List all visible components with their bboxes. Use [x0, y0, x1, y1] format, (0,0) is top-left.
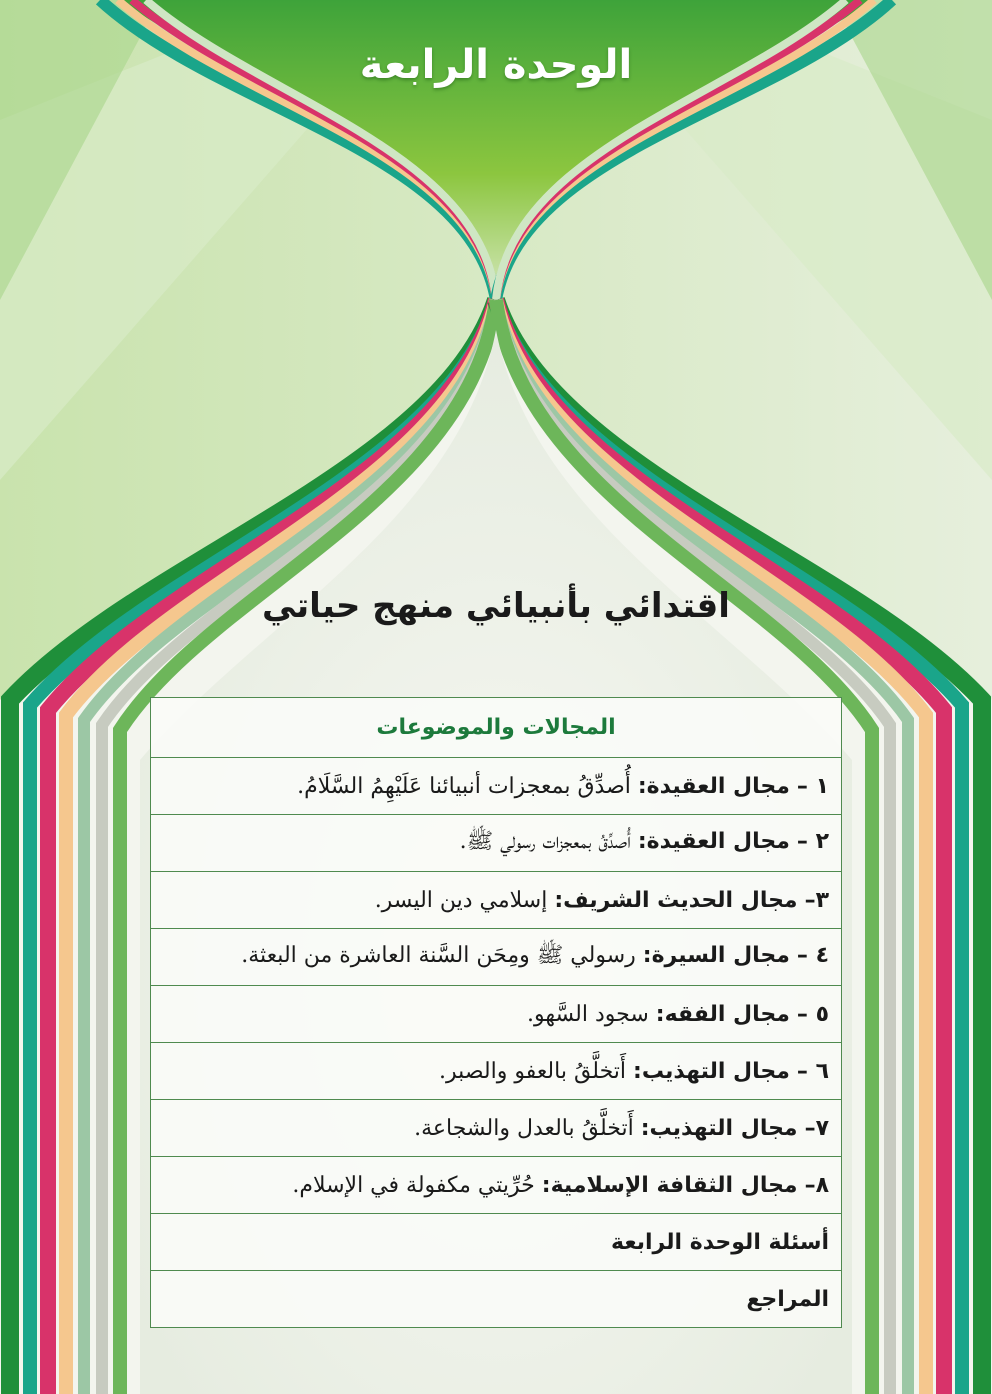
field-label: مجال العقيدة: — [637, 829, 790, 854]
item-number: ٨– — [804, 1172, 829, 1198]
table-header: المجالات والموضوعات — [151, 698, 842, 758]
table-row — [151, 758, 842, 815]
table-row — [151, 1214, 842, 1271]
topic-text: أَتخلَّقُ بالعدل والشجاعة. — [414, 1115, 634, 1141]
topic-text: أُصدِّقُ بمعجزات رسولي ﷺ. — [459, 829, 631, 854]
item-number: ٥ – — [796, 1001, 829, 1027]
contents-table — [150, 697, 842, 1328]
item-number: ٧– — [804, 1115, 829, 1141]
topic-text: إسلامي دين اليسر. — [374, 887, 548, 913]
topic-text: رسولي ﷺ ومِحَن السَّنة العاشرة من البعثة. — [241, 943, 636, 968]
topic-text: سجود السَّهو. — [527, 1001, 649, 1027]
list-item[interactable] — [151, 815, 842, 872]
unit-title: الوحدة الرابعة — [359, 42, 633, 88]
unit-questions-item[interactable]: أسئلة الوحدة الرابعة — [151, 1214, 842, 1271]
table-row — [151, 986, 842, 1043]
field-label: مجال الحديث الشريف: — [554, 887, 798, 913]
list-item[interactable] — [151, 1100, 842, 1157]
topic-text: أُصدِّقُ بمعجزات أنبيائنا عَلَيْهِمُ السَّلَامُ. — [297, 773, 631, 799]
list-item[interactable] — [151, 1157, 842, 1214]
item-number: ٢ – — [796, 829, 829, 854]
field-label: مجال الثقافة الإسلامية: — [541, 1172, 798, 1198]
page-title: اقتدائي بأنبيائي منهج حياتي — [262, 586, 730, 626]
field-label: مجال الفقه: — [655, 1001, 790, 1027]
field-label: مجال التهذيب: — [633, 1058, 790, 1084]
list-item[interactable] — [151, 986, 842, 1043]
references-item[interactable]: المراجع — [151, 1271, 842, 1328]
table-row — [151, 1157, 842, 1214]
table-header-row — [151, 698, 842, 758]
item-number: ٣– — [804, 887, 829, 913]
list-item[interactable] — [151, 758, 842, 815]
list-item[interactable] — [151, 1043, 842, 1100]
item-number: ١ – — [796, 773, 829, 799]
table-row — [151, 815, 842, 872]
item-number: ٦ – — [796, 1058, 829, 1084]
topic-text: حُرِّيتي مكفولة في الإسلام. — [292, 1172, 535, 1198]
list-item[interactable] — [151, 929, 842, 986]
list-item[interactable] — [151, 872, 842, 929]
field-label: مجال العقيدة: — [637, 773, 790, 799]
item-number: ٤ – — [796, 943, 829, 968]
table-row — [151, 1100, 842, 1157]
topic-text: أَتخلَّقُ بالعفو والصبر. — [439, 1058, 627, 1084]
field-label: مجال السيرة: — [642, 943, 790, 968]
table-row — [151, 1271, 842, 1328]
field-label: مجال التهذيب: — [640, 1115, 798, 1141]
table-row — [151, 872, 842, 929]
table-row — [151, 1043, 842, 1100]
table-row — [151, 929, 842, 986]
